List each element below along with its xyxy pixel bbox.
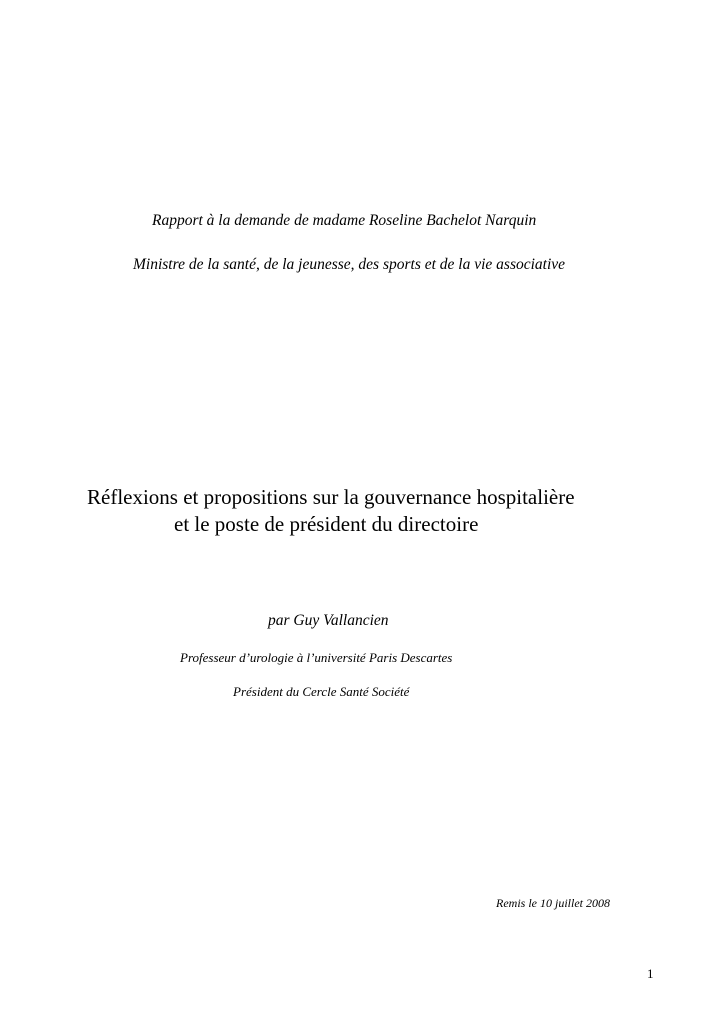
submission-date: Remis le 10 juillet 2008 <box>496 896 610 910</box>
document-title-line-1: Réflexions et propositions sur la gouvernance hospitalière <box>87 485 575 509</box>
report-request-line: Rapport à la demande de madame Roseline Bachelot Narquin <box>152 212 537 229</box>
ministry-line: Ministre de la santé, de la jeunesse, des sports et de la vie associative <box>133 256 566 273</box>
author-byline: par Guy Vallancien <box>268 612 389 629</box>
author-role-professor: Professeur d’urologie à l’université Paris Descartes <box>180 650 453 665</box>
document-title-line-2: et le poste de président du directoire <box>174 512 479 536</box>
page-number: 1 <box>647 966 654 981</box>
author-role-president: Président du Cercle Santé Société <box>233 684 410 699</box>
